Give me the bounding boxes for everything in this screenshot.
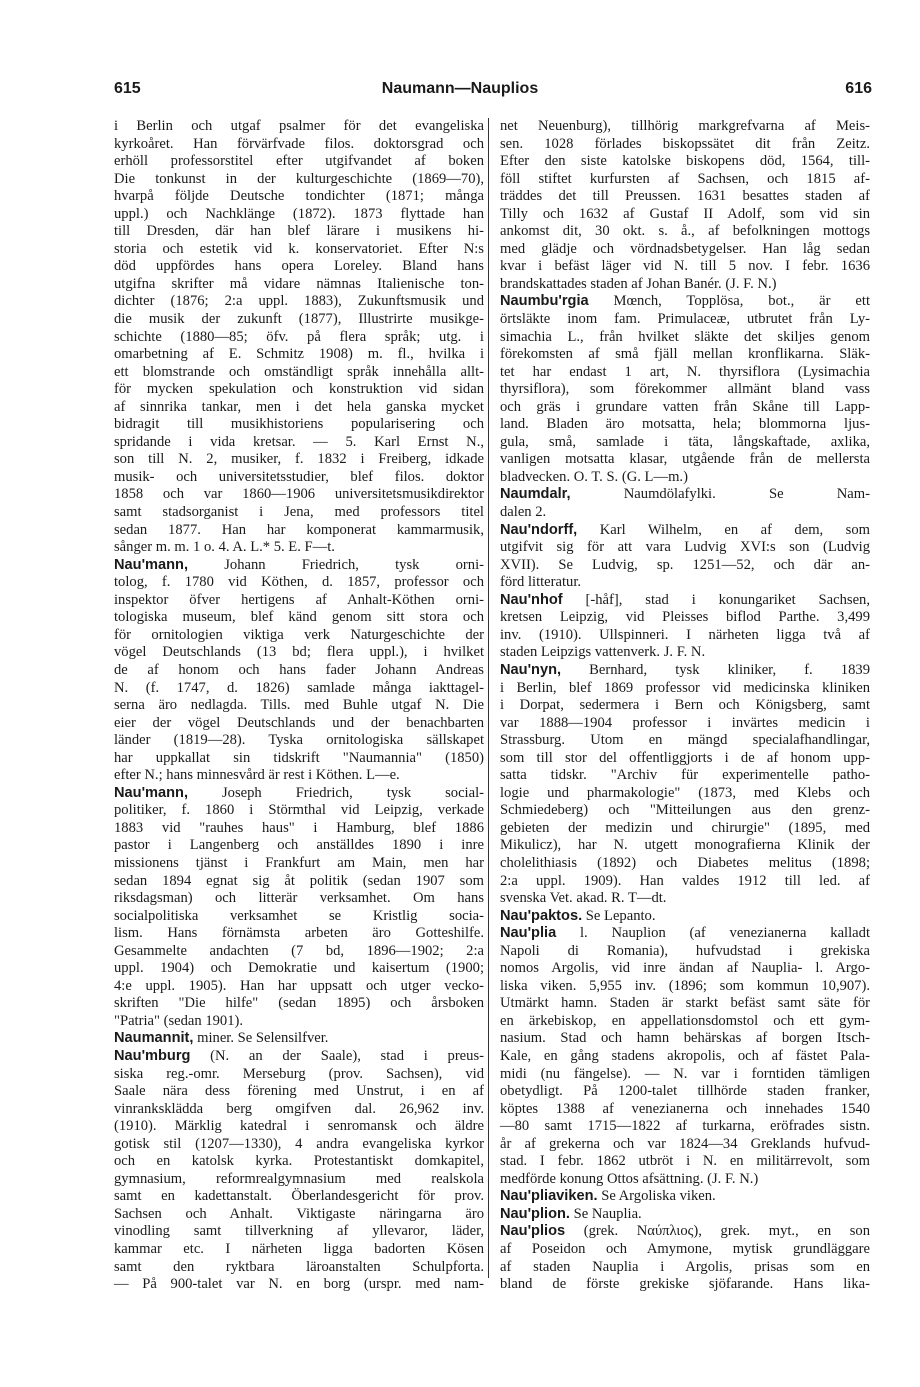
text-line: obetydligt. På 1200-talet tillhörde staden franker, (500, 1083, 870, 1100)
text-line: dalen 2. (500, 504, 547, 521)
text-line: Kale, en gång stadens akropolis, och af fästet Pala- (500, 1047, 870, 1064)
text-line: utgifna skrifter må vidare nämnas Italienische ton- (114, 275, 484, 292)
text-line: af staden Nauplia i Argolis, prisas som en (500, 1258, 870, 1275)
left-column (114, 118, 484, 1294)
right-column (500, 118, 870, 1294)
text-line: bladvecken. O. T. S. (G. L—m.) (500, 468, 688, 485)
text-line: örtsläkte inom fam. Primulaceæ, utbrutet från Ly- (500, 311, 870, 328)
text-line: de af honom och hans fader Johann Andreas (114, 661, 484, 678)
entry-first-line (114, 1030, 484, 1048)
text-line: storia och estetik vid k. konservatoriet. Efter N:s (114, 240, 484, 257)
text-line: Strassburg. Utom en mängd specialafhandlingar, (500, 732, 870, 749)
text-line: Efter den siste katolske biskopens död, 1564, till- (500, 153, 870, 170)
page-number-left: 615 (114, 80, 141, 97)
text-line: samt den ryktbara läroanstalten Schulpforta. (114, 1258, 484, 1275)
column-divider (488, 118, 489, 1278)
text-line: serna äro nedlagda. Tills. med Buhle utgaf N. Die (114, 697, 484, 714)
text-line: logie und pharmakologie" (1873, med Klebs och (500, 784, 870, 801)
entry-text: Mœnch, Topplösa, bot., är ett (588, 293, 870, 310)
page-number-right: 616 (845, 80, 872, 97)
text-line: —80 samt 1715—1822 af turkarna, eröfrades sistn. (500, 1118, 870, 1135)
entry-first-line (500, 592, 870, 610)
text-line: var 1888—1904 professor i invärtes medicin i (500, 714, 870, 731)
text-line: af sinnrika tankar, men i det hela ganska mycket (114, 398, 484, 415)
text-line: köptes 1388 af venezianerna och innehades 1540 (500, 1100, 870, 1117)
entry-first-line (500, 925, 870, 943)
text-line: som till stor del offentliggjorts i de af honom upp- (500, 749, 870, 766)
text-line: Mikulicz), har N. utgett monografierna Klinik der (500, 837, 870, 854)
text-line: vinodling samt tillverkning af yllevaror, läder, (114, 1223, 484, 1240)
text-line: erhöll professorstitel efter utgifvandet af boken (114, 153, 484, 170)
text-line: son till N. 2, musiker, f. 1832 i Freiberg, idkade (114, 451, 484, 468)
text-line: musik- och universitetsstudier, blef filos. doktor (114, 468, 484, 485)
entry-first-line (500, 293, 870, 311)
entry-text: Se Nauplia. (569, 1205, 642, 1222)
entry-headword: Nau'nhof (500, 591, 563, 608)
entry-text: Johann Friedrich, tysk orni- (188, 556, 484, 573)
text-line: efter N.; hans minnesvård är rest i Köthen. L—e. (114, 767, 400, 784)
text-line: med glädje och vördnadsbetygelser. Han låg sedan (500, 240, 870, 257)
text-line: kretsen Leipzig, vid Pleisses biflod Parthe. 3,499 (500, 609, 870, 626)
text-line: tologiska museum, blef känd genom sitt stora och (114, 609, 484, 626)
text-line: inv. (1910). Ullspinneri. I närheten ligga två af (500, 626, 870, 643)
text-line: år af grekerna och var 1824—34 Greklands hufvud- (500, 1135, 870, 1152)
text-line: kammar etc. I närheten ligga badorten Kösen (114, 1241, 484, 1257)
text-line: gotisk stil (1207—1330), 4 andra evangeliska kyrkor (114, 1135, 484, 1152)
text-line: medförde konung Ottos afsättning. (J. F. N.) (500, 1170, 759, 1187)
entry-text: Naumdölafylki. Se Nam- (570, 486, 870, 503)
text-line: simachia L., från hvilket släkte det skiljes genom (500, 328, 870, 345)
text-line: af Poseidon och Amymone, mytisk grundläggare (500, 1241, 870, 1257)
text-line: kyrkoåret. Han förvärfvade filos. doktorsgrad och (114, 135, 484, 152)
text-line: vinranksklädda berg omgifven dal. 26,962 inv. (114, 1100, 484, 1117)
entry-first-line (500, 1188, 870, 1206)
text-line: midi (nu fängelse). — N. var i forntiden tämligen (500, 1065, 870, 1082)
text-line: ankomst dit, 30 okt. s. å., af befolkningen mottogs (500, 223, 870, 240)
text-line: Utmärkt hamn. Staden är starkt befäst samt säte för (500, 995, 870, 1012)
entry-text: (N. an der Saale), stad i preus- (190, 1047, 484, 1064)
entry-text: l. Nauplion (af venezianerna kalladt (556, 925, 870, 942)
text-line: sedan 1877. Han har komponerat kammarmusik, (114, 521, 484, 538)
text-line: 1858 och var 1860—1906 universitetsmusikdirektor (114, 486, 484, 503)
entry-first-line (500, 1223, 870, 1241)
text-line: svenska Vet. akad. R. T—dt. (500, 890, 667, 907)
text-line: net Neuenburg), tillhörig markgrefvarna af Meis- (500, 118, 870, 134)
entry-headword: Nau'plion. (500, 1205, 570, 1222)
text-line: Sachsen och Anhalt. Viktigaste näringarna äro (114, 1205, 484, 1222)
text-line: omarbetning af E. Schmitz 1908) m. fl., hvilka i (114, 346, 484, 363)
text-line: inspektor öfver hertigens af Anhalt-Köthen orni- (114, 591, 484, 608)
entry-headword: Naumbu'rgia (500, 293, 589, 310)
text-line: 4:e uppl. 1905). Han har uppsatt och utger vecko- (114, 977, 484, 994)
text-line: utgifvit sig för att vara Ludvig XVI:s son (Ludvig (500, 539, 870, 556)
text-line: vögel Deutschlands (13 bd; flera uppl.), i hvilket (114, 644, 484, 661)
entry-first-line (500, 486, 870, 504)
text-line: missionens tjänst i Frankfurt am Main, men har (114, 854, 484, 871)
entry-first-line (500, 662, 870, 680)
entry-text: Se Lepanto. (582, 907, 656, 924)
text-line: Gesammelte andachten (7 bd, 1896—1902; 2:a (114, 942, 484, 959)
text-line: sånger m. m. 1 o. 4. A. L.* 5. E. F—t. (114, 539, 335, 556)
entry-first-line (500, 522, 870, 540)
text-line: stad. I febr. 1862 utbröt i N. en militärrevolt, som (500, 1153, 870, 1170)
text-line: bidragit till musikhistoriens popularisering och (114, 416, 484, 433)
entry-text: Karl Wilhelm, en af dem, som (577, 521, 870, 538)
text-line: pastor i Langenberg och anställdes 1890 i inre (114, 837, 484, 854)
text-line: nomos Argolis, vid inre ändan af Nauplia- l. Argo- (500, 960, 870, 977)
text-line: och en katolsk kyrka. Protestantiskt domkapitel, (114, 1153, 484, 1170)
text-line: förd litteratur. (500, 574, 582, 591)
text-line: spridande i vida kretsar. — 5. Karl Ernst N., (114, 433, 484, 450)
text-line: dichter (1876; 2:a uppl. 1883), Zukunftsmusik und (114, 293, 484, 310)
text-line: XVII). Se Ludvig, sp. 1251—52, och där an- (500, 556, 870, 573)
text-line: tolog, f. 1780 vid Köthen, d. 1857, professor och (114, 574, 484, 591)
text-line: samt stadsorganist i Jena, med professors titel (114, 504, 484, 521)
text-line: samt en kadettanstalt. Öberlandesgericht för prov. (114, 1188, 484, 1205)
text-line: sen. 1028 förlades biskopssätet dit från Zeitz. (500, 135, 870, 152)
entry-headword: Nau'paktos. (500, 907, 583, 924)
entry-headword: Nau'mann, (114, 556, 189, 573)
text-line: riksdagsman) och litterär verksamhet. Om hans (114, 890, 484, 907)
text-line: hvarpå följde Deutsche tondichter (1871; många (114, 188, 484, 205)
entry-text: miner. Se Selensilfver. (193, 1030, 329, 1047)
entry-text: (grek. Ναύπλιος), grek. myt., en son (565, 1223, 870, 1240)
text-line: gula, små, samlade i täta, långskaftade, axlika, (500, 433, 870, 450)
text-line: brandskattades staden af Johan Banér. (J. F. N.) (500, 275, 777, 292)
text-line: politiker, f. 1860 i Störmthal vid Leipzig, verkade (114, 802, 484, 819)
text-line: die musik der zukunft (1877), Illustrirte musikge- (114, 311, 484, 328)
text-line: (1910). Märklig katedral i senromansk och äldre (114, 1118, 484, 1135)
text-line: uppl. 1904) och Demokratie und kaisertum (1900; (114, 960, 484, 977)
text-line: uppl.) och Nachklänge (1872). 1873 flyttade han (114, 205, 484, 222)
entry-first-line (114, 785, 484, 803)
text-line: lism. Hans förnämsta arbeten äro Gotteshilfe. (114, 925, 484, 942)
text-line: — På 900-talet var N. en borg (urspr. med nam- (114, 1276, 484, 1293)
entry-headword: Nau'ndorff, (500, 521, 578, 538)
text-line: död uppfördes hans opera Loreley. Bland hans (114, 258, 484, 275)
text-line: socialpolitiska verksamhet se Kristlig socia- (114, 907, 484, 924)
text-line: schichte (1880—85; öfv. på flera språk; utg. i (114, 328, 484, 345)
entry-headword: Nau'plios (500, 1223, 566, 1240)
text-line: Napoli di Romania), hufvudstad i grekiska (500, 942, 870, 959)
text-line: Tilly och 1632 af Gustaf II Adolf, som vid sin (500, 205, 870, 222)
text-line: thyrsiflora), som förekommer allmänt bland vass (500, 381, 870, 398)
text-line: Die tonkunst in der kulturgeschichte (1869—70), (114, 170, 484, 187)
text-line: eier der vögel Deutschlands und der benachbarten (114, 714, 484, 731)
text-line: träddes det till Preussen. 1631 besattes staden af (500, 188, 870, 205)
entry-text: Joseph Friedrich, tysk social- (188, 784, 484, 801)
entry-text: [-håf], stad i konungariket Sachsen, (562, 591, 870, 608)
text-line: 2:a uppl. 1909). Han valdes 1912 till led. af (500, 872, 870, 889)
text-line: nasium. Stad och hamn behärskas af borgen Itsch- (500, 1030, 870, 1047)
text-line: liska viken. 5,955 inv. (1896; som kommun 10,907). (500, 977, 870, 994)
text-line: Schmiedeberg) och "Mitteilungen aus den grenz- (500, 802, 870, 819)
entry-first-line (114, 557, 484, 575)
text-line: kvar i befäst läger vid N. till 5 nov. I febr. 1636 (500, 258, 870, 275)
text-line: till Dresden, där han blef lärare i musikens hi- (114, 223, 484, 240)
text-line: för mycken spekulation och konstruktion vid sidan (114, 381, 484, 398)
text-line: i Dorpat, sedermera i Bern och Königsberg, samt (500, 697, 870, 714)
text-line: siska reg.-omr. Merseburg (prov. Sachsen), vid (114, 1065, 484, 1082)
text-line: 1883 vid "rauhes haus" i Hamburg, blef 1886 (114, 819, 484, 836)
text-line: gymnasium, reformrealgymnasium med realskola (114, 1170, 484, 1187)
text-line: förekomsten af små fjäll mellan kronflikarna. Släk- (500, 346, 870, 363)
text-line: gebieten der medizin und chirurgie" (1895, med (500, 819, 870, 836)
text-line: länder (1819—28). Tyska ornitologiska sällskapet (114, 732, 484, 749)
text-line: sedan 1894 egnat sig åt politik (sedan 1907 som (114, 872, 484, 889)
text-line: cholelithiasis (1892) och Diabetes melitus (1898; (500, 854, 870, 871)
text-line: ett blomstrande och omständligt språk innehålla allt- (114, 363, 484, 380)
text-line: Saale nära dess förening med Unstrut, i en af (114, 1083, 484, 1100)
entry-headword: Nau'plia (500, 925, 557, 942)
entry-first-line (114, 1048, 484, 1066)
text-line: vanligen motsatta klasar, utgående från de mellersta (500, 451, 870, 468)
entry-first-line (500, 1206, 870, 1224)
text-line: skriften "Die hilfe" (sedan 1895) och årsboken (114, 995, 484, 1012)
text-line: en ärkebiskop, en appellationsdomstol och ett gym- (500, 1012, 870, 1029)
text-line: satta tidskr. "Archiv für experimentelle patho- (500, 767, 870, 784)
text-line: och gräs i grundare vatten från Skåne till Lapp- (500, 398, 870, 415)
entry-text: Bernhard, tysk kliniker, f. 1839 (561, 661, 870, 678)
text-line: föll stiftet kurfursten af Sachsen, och 1815 af- (500, 170, 870, 187)
entry-text: Se Argoliska viken. (597, 1188, 716, 1205)
text-line: land. Bladen äro motsatta, hela; blommorna ljus- (500, 416, 870, 433)
entry-headword: Nau'pliaviken. (500, 1188, 598, 1205)
entry-headword: Nau'mburg (114, 1047, 191, 1064)
text-line: N. (f. 1747, d. 1826) samlade många iakttagel- (114, 679, 484, 696)
entry-headword: Naumannit, (114, 1030, 194, 1047)
text-line: bland de förste grekiske sjöfarande. Hans lika- (500, 1276, 870, 1293)
text-line: för ornitologien viktiga verk Naturgeschichte der (114, 626, 484, 643)
entry-headword: Nau'nyn, (500, 661, 562, 678)
text-line: tet har endast 1 art, N. thyrsiflora (Lysimachia (500, 363, 870, 380)
text-line: "Patria" (sedan 1901). (114, 1012, 244, 1029)
text-line: staden Leipzigs vattenverk. J. F. N. (500, 644, 706, 661)
entry-headword: Naumdalr, (500, 486, 571, 503)
text-line: i Berlin och utgaf psalmer för det evangeliska (114, 118, 484, 134)
entry-headword: Nau'mann, (114, 784, 189, 801)
text-line: i Berlin, blef 1869 professor vid medicinska kliniken (500, 679, 870, 696)
entry-first-line (500, 908, 870, 926)
running-title: Naumann—Nauplios (381, 80, 539, 97)
text-line: har uppkallat sin tidskrift "Naumannia" (1850) (114, 749, 484, 766)
